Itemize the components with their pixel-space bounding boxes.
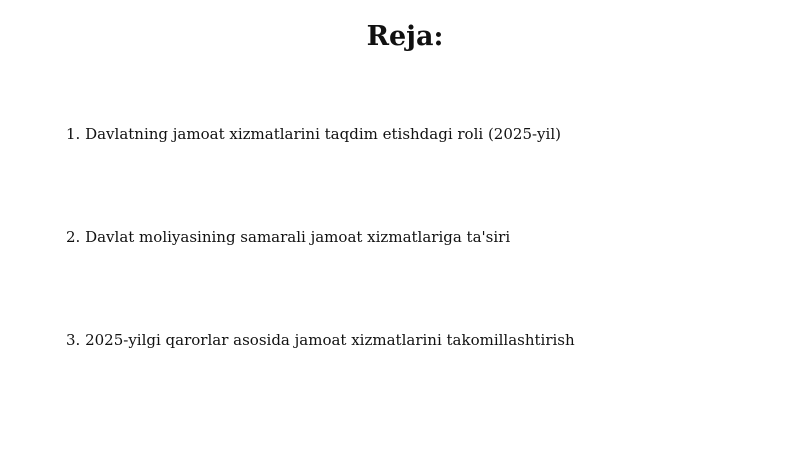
slide-title: Reja: [366,21,444,52]
plan-item-3: 3. 2025-yilgi qarorlar asosida jamoat xizmatlarini takomillashtirish [66,331,575,349]
plan-item-1: 1. Davlatning jamoat xizmatlarini taqdim etishdagi roli (2025-yil) [66,125,561,143]
plan-item-2: 2. Davlat moliyasining samarali jamoat xizmatlariga ta'siri [66,228,511,246]
